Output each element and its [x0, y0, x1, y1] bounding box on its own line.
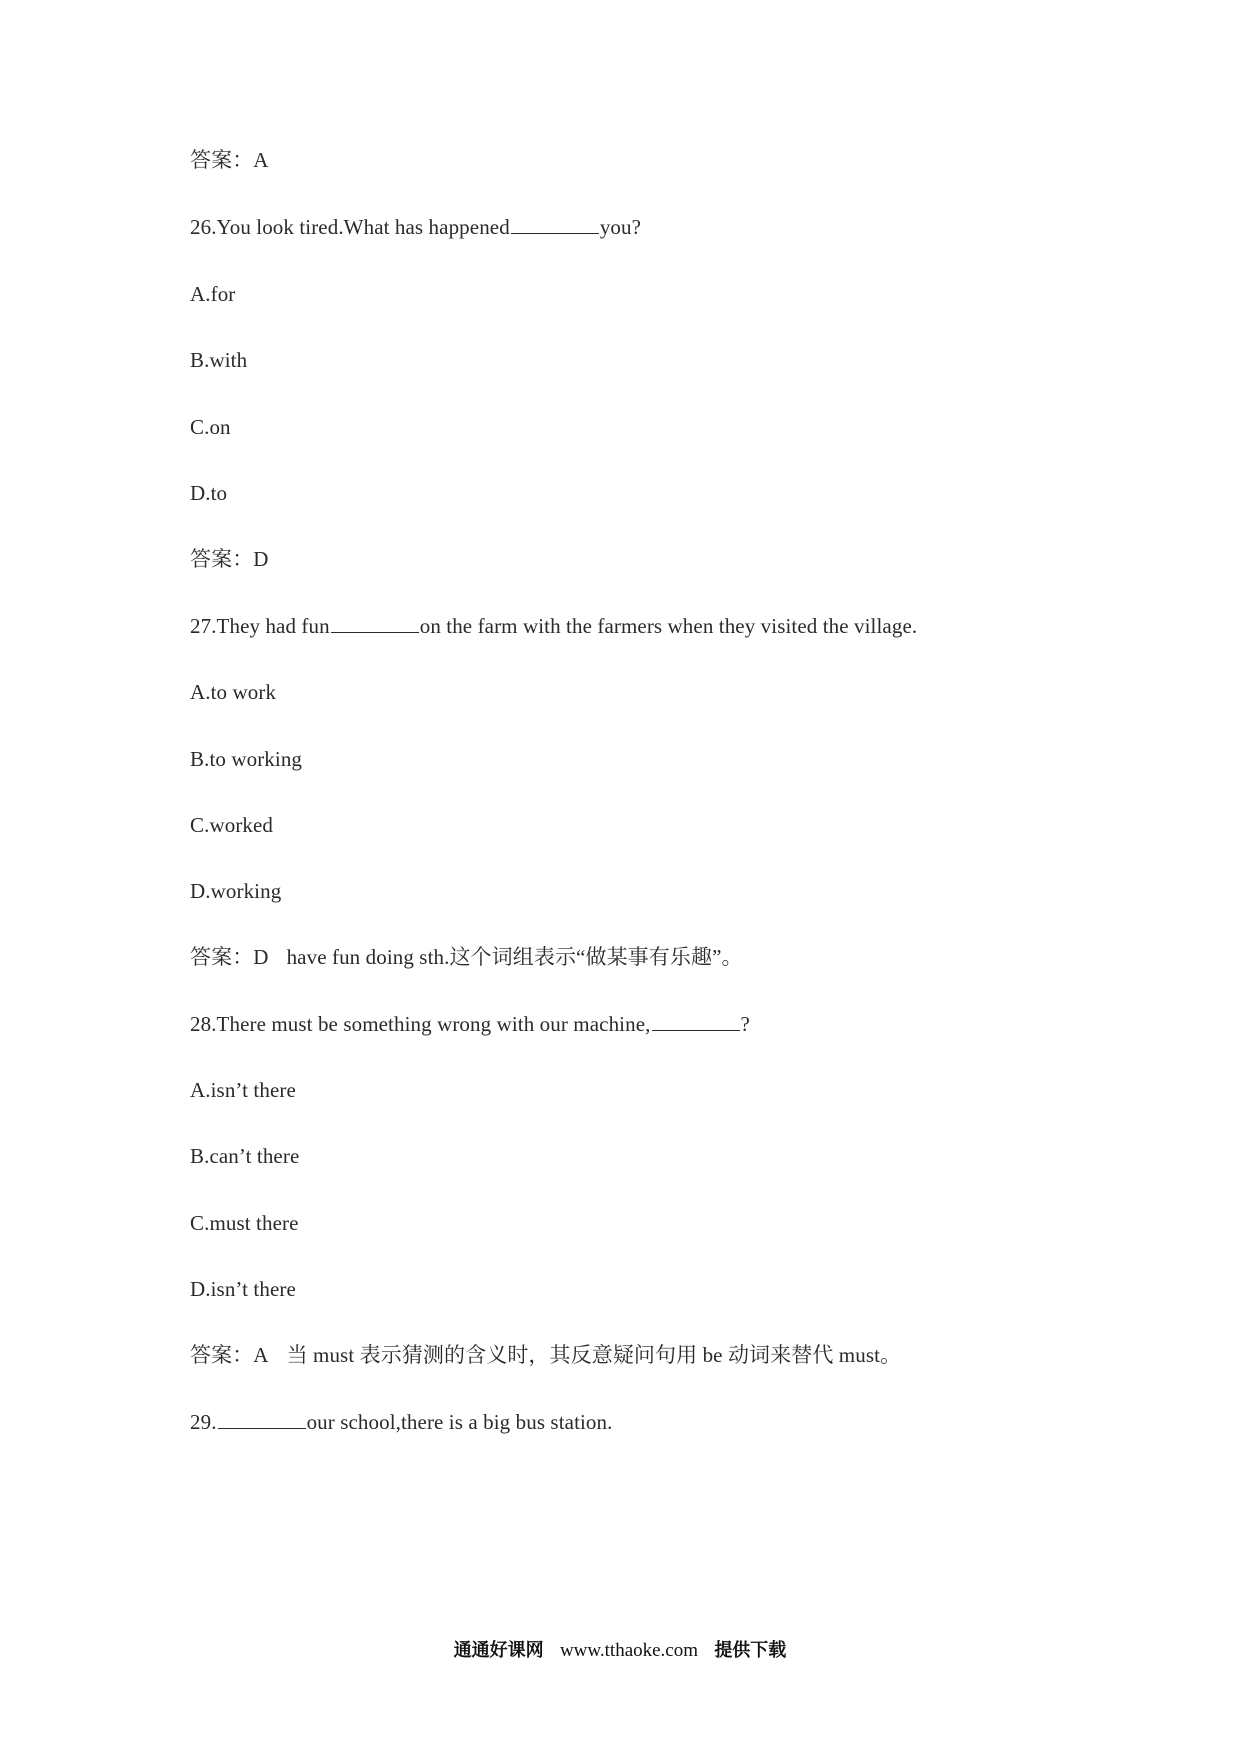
question-text: 29. — [190, 1410, 217, 1434]
fill-blank — [218, 1410, 306, 1429]
question-text-tail: on the farm with the farmers when they visited the village. — [419, 614, 918, 638]
option-text: A.isn’t there — [190, 1078, 296, 1102]
fill-blank — [331, 614, 419, 633]
footer-suffix: 提供下载 — [714, 1640, 787, 1661]
option-text: D.working — [190, 879, 282, 903]
option-27-c — [190, 811, 273, 839]
option-text: D.isn’t there — [190, 1277, 296, 1301]
option-28-d — [190, 1275, 296, 1303]
answer-text: 答案：A — [190, 148, 269, 172]
question-27 — [190, 612, 917, 640]
option-26-b — [190, 346, 247, 374]
question-text-tail: ? — [740, 1012, 750, 1036]
option-28-c — [190, 1209, 299, 1237]
option-text: D.to — [190, 481, 228, 505]
question-text: 27.They had fun — [190, 614, 330, 638]
option-text: C.worked — [190, 813, 274, 837]
question-text: 26.You look tired.What has happened — [190, 215, 510, 239]
option-27-b — [190, 745, 302, 773]
option-text: C.on — [190, 415, 231, 439]
fill-blank — [652, 1012, 740, 1031]
option-26-a — [190, 280, 235, 308]
question-28 — [190, 1010, 750, 1038]
option-28-a — [190, 1076, 296, 1104]
option-26-d — [190, 479, 227, 507]
option-text: B.with — [190, 348, 248, 372]
option-text: B.to working — [190, 747, 303, 771]
answer-27 — [190, 943, 743, 971]
question-29 — [190, 1408, 612, 1436]
answer-26 — [190, 545, 269, 573]
option-26-c — [190, 413, 231, 441]
page-footer — [0, 1636, 1240, 1662]
footer-url: www.tthaoke.com — [559, 1640, 699, 1661]
answer-text: 答案：A — [190, 1343, 269, 1367]
question-text-tail: you? — [599, 215, 642, 239]
fill-blank — [511, 215, 599, 234]
answer-explanation: 当 must 表示猜测的含义时，其反意疑问句用 be 动词来替代 must。 — [286, 1343, 902, 1367]
question-text-tail: our school,there is a big bus station. — [306, 1410, 613, 1434]
answer-text: 答案：D — [190, 547, 269, 571]
option-text: A.to work — [190, 680, 277, 704]
option-27-d — [190, 877, 281, 905]
option-27-a — [190, 678, 276, 706]
option-text: C.must there — [190, 1211, 299, 1235]
question-text: 28.There must be something wrong with our machine, — [190, 1012, 651, 1036]
answer-text: 答案：D — [190, 945, 269, 969]
option-28-b — [190, 1142, 299, 1170]
answer-28 — [190, 1341, 901, 1369]
answer-25 — [190, 146, 269, 174]
footer-site-name: 通通好课网 — [453, 1640, 544, 1661]
answer-explanation: have fun doing sth.这个词组表示“做某事有乐趣”。 — [286, 945, 743, 969]
question-26 — [190, 213, 641, 241]
option-text: A.for — [190, 282, 236, 306]
option-text: B.can’t there — [190, 1144, 300, 1168]
